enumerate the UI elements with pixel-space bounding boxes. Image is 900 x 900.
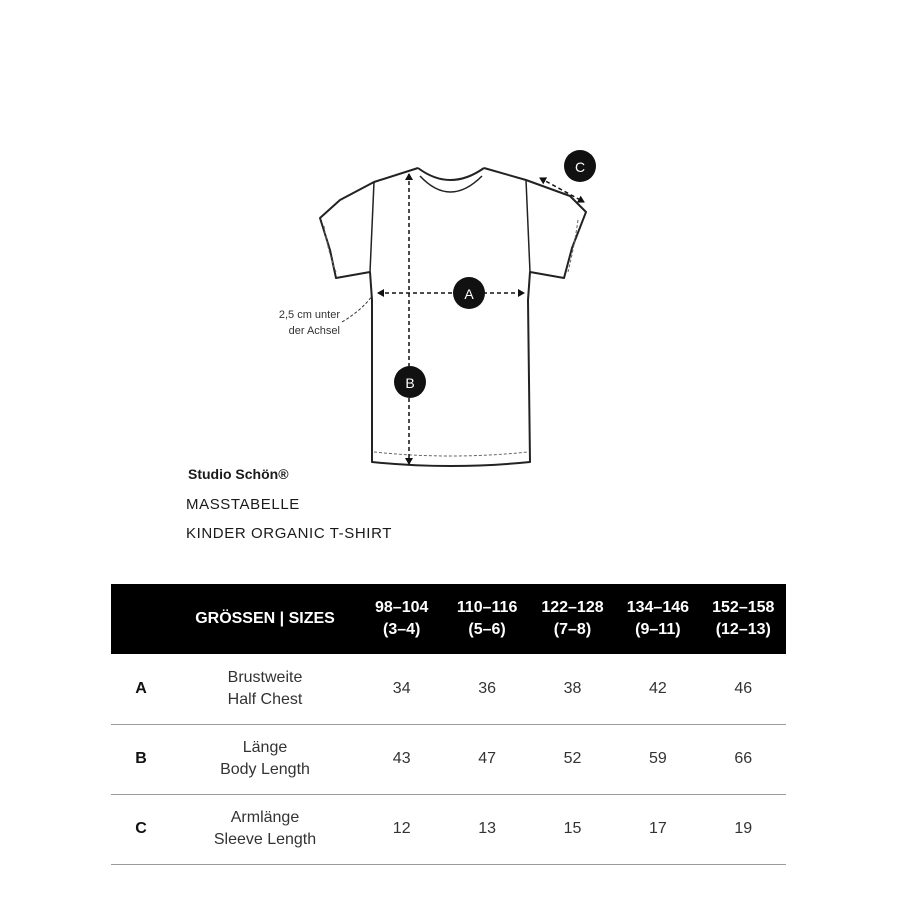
table-row xyxy=(111,794,786,864)
title-line-1: MASSTABELLE xyxy=(186,496,300,513)
table-cell: 36 xyxy=(478,679,496,697)
row-key: B xyxy=(135,750,147,767)
row-label xyxy=(171,724,359,794)
note-line-2: der Achsel xyxy=(288,325,340,337)
size-range-label: 134–146 xyxy=(626,599,690,616)
size-column xyxy=(359,584,444,654)
age-range-label: (5–6) xyxy=(468,621,506,638)
size-table-header xyxy=(111,584,786,654)
size-range-label: 122–128 xyxy=(541,599,604,616)
row-label-de: Länge xyxy=(242,739,288,756)
table-cell: 12 xyxy=(392,820,411,837)
table-cell: 43 xyxy=(392,750,411,767)
size-table xyxy=(111,584,786,865)
table-row xyxy=(111,724,786,794)
size-column xyxy=(701,584,786,654)
row-key: A xyxy=(135,679,147,697)
row-label xyxy=(171,794,359,864)
table-cell: 15 xyxy=(563,820,582,837)
badge-b xyxy=(394,366,426,398)
table-cell: 47 xyxy=(478,750,496,767)
size-range-label: 110–116 xyxy=(456,599,518,616)
table-cell: 42 xyxy=(648,679,667,697)
row-label-de: Armlänge xyxy=(230,809,300,826)
table-cell: 66 xyxy=(734,750,753,767)
tshirt-collar xyxy=(418,168,484,180)
row-label-en: Sleeve Length xyxy=(213,831,317,848)
table-cell: 13 xyxy=(478,820,496,837)
age-range-label: (12–13) xyxy=(715,621,771,638)
age-range-label: (9–11) xyxy=(635,621,681,638)
table-cell: 19 xyxy=(734,820,753,837)
table-cell: 34 xyxy=(392,679,411,697)
badge-b-label: B xyxy=(405,375,415,391)
badge-c xyxy=(564,150,596,182)
table-cell: 52 xyxy=(563,750,582,767)
table-cell: 46 xyxy=(734,679,753,697)
row-key: C xyxy=(135,820,147,837)
note-line-1: 2,5 cm unter xyxy=(278,309,340,321)
table-cell: 17 xyxy=(648,820,667,837)
note-leader xyxy=(342,296,372,322)
size-column xyxy=(615,584,700,654)
header-corner xyxy=(111,584,171,654)
badge-a-label: A xyxy=(464,286,474,302)
size-column xyxy=(444,584,529,654)
age-range-label: (3–4) xyxy=(383,621,421,638)
size-column xyxy=(530,584,615,654)
table-cell: 38 xyxy=(563,679,582,697)
table-cell: 59 xyxy=(648,750,667,767)
badge-a xyxy=(453,277,485,309)
row-label-de: Brustweite xyxy=(227,668,303,686)
row-label xyxy=(171,654,359,724)
size-range-label: 152–158 xyxy=(712,599,775,616)
sizes-heading: GRÖSSEN | SIZES xyxy=(195,610,335,627)
age-range-label: (7–8) xyxy=(553,621,592,638)
badge-c-label: C xyxy=(574,159,586,175)
size-range-label: 98–104 xyxy=(375,599,429,616)
table-row xyxy=(111,654,786,724)
tshirt-outline xyxy=(320,168,586,466)
brand-name: Studio Schön® xyxy=(188,466,289,482)
title-line-2: KINDER ORGANIC T-SHIRT xyxy=(186,525,393,542)
title-block xyxy=(186,466,392,554)
row-label-en: Half Chest xyxy=(227,690,303,708)
row-label-en: Body Length xyxy=(220,761,310,778)
